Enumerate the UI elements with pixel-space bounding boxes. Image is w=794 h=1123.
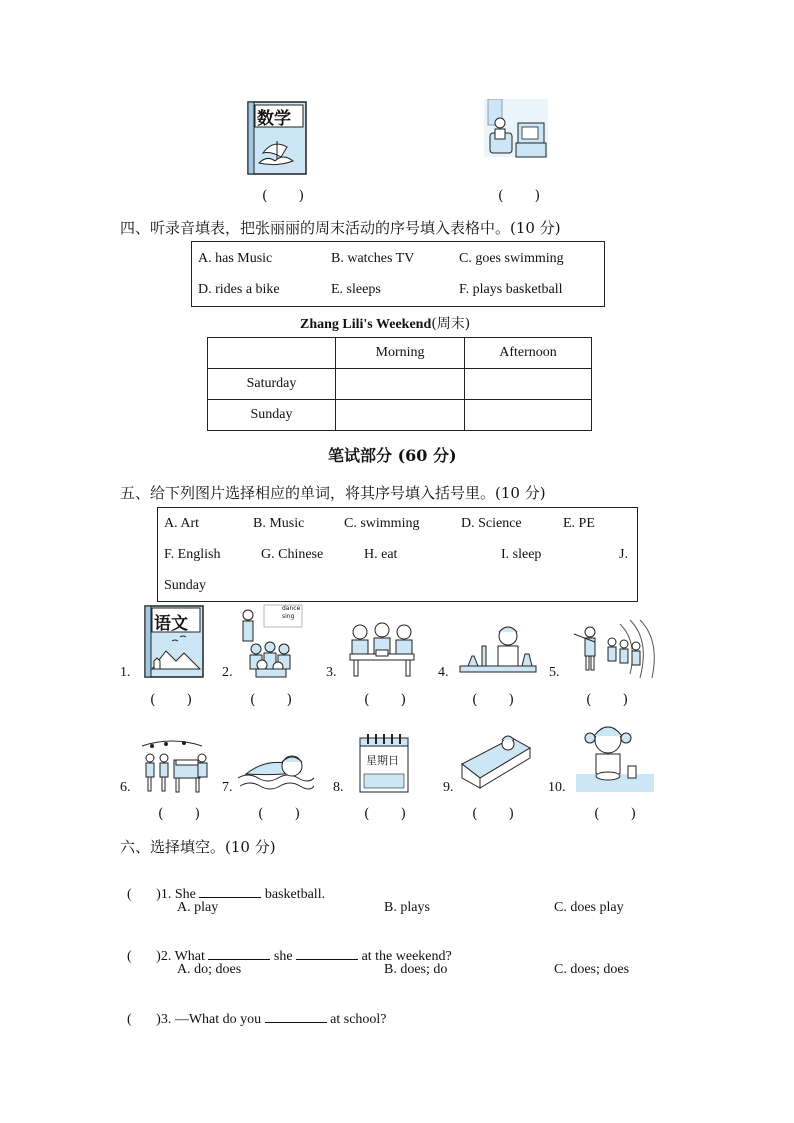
table-cell[interactable] — [465, 400, 592, 431]
answer-paren[interactable]: ( ) — [498, 188, 541, 204]
sing-label: sing — [282, 613, 295, 620]
table-title — [300, 313, 470, 333]
q2-blank-1[interactable] — [208, 947, 270, 960]
q2-suffix: at the weekend? — [361, 949, 452, 964]
q2-prefix: ( )2. What — [127, 949, 205, 964]
weekend-table — [207, 337, 592, 431]
calendar-label: 星期日 — [366, 754, 399, 767]
answer-paren[interactable]: ( ) — [472, 692, 515, 708]
music-class-picture — [238, 603, 304, 679]
option-b: B. watches TV — [331, 251, 415, 266]
picture-number: 1. — [120, 665, 131, 680]
pe-class-picture — [570, 620, 656, 678]
answer-paren[interactable]: ( ) — [364, 806, 407, 822]
answer-paren[interactable]: ( ) — [472, 806, 515, 822]
option-a: A. has Music — [198, 251, 273, 266]
q1-option-c: C. does play — [554, 900, 624, 915]
chinese-book-picture — [144, 605, 204, 678]
answer-paren[interactable]: ( ) — [250, 692, 293, 708]
question-2 — [120, 931, 452, 965]
option-f: F. plays basketball — [459, 282, 563, 297]
sleeping-picture — [456, 730, 532, 794]
swimming-picture — [238, 748, 314, 792]
q1-prefix: ( )1. She — [127, 887, 196, 902]
section6-heading: 六、选择填空。(10 分) — [120, 838, 276, 856]
option-j: J. — [619, 547, 628, 562]
q1-blank[interactable] — [199, 885, 261, 898]
answer-paren[interactable]: ( ) — [158, 806, 201, 822]
table-row-sunday: Sunday — [208, 400, 336, 431]
section5-options-box — [157, 507, 638, 602]
q3-suffix: at school? — [330, 1012, 387, 1027]
music-piano-picture — [138, 738, 212, 794]
q2-blank-2[interactable] — [296, 947, 358, 960]
q3-blank[interactable] — [265, 1010, 327, 1023]
q2-mid: she — [273, 949, 293, 964]
table-title-en: Zhang Lili's Weekend — [300, 317, 432, 332]
section4-heading: 四、听录音填表，把张丽丽的周末活动的序号填入表格中。(10 分) — [120, 219, 561, 237]
answer-paren[interactable]: ( ) — [586, 692, 629, 708]
q2-option-b: B. does; do — [384, 962, 448, 977]
table-corner — [208, 338, 336, 369]
option-c: C. goes swimming — [459, 251, 564, 266]
chinese-book-title: 语文 — [154, 614, 188, 634]
option-j-word: Sunday — [164, 578, 206, 593]
question-3 — [120, 994, 387, 1028]
picture-number: 3. — [326, 665, 337, 680]
picture-number: 4. — [438, 665, 449, 680]
option-h: H. eat — [364, 547, 398, 562]
option-d: D. rides a bike — [198, 282, 280, 297]
option-f: F. English — [164, 547, 221, 562]
dance-label: dance — [282, 605, 301, 612]
answer-paren[interactable]: ( ) — [364, 692, 407, 708]
option-e: E. sleeps — [331, 282, 381, 297]
art-class-picture — [346, 620, 418, 678]
written-part-title: 笔试部分 (60 分) — [328, 446, 457, 465]
q1-option-b: B. plays — [384, 900, 430, 915]
picture-number: 6. — [120, 780, 131, 795]
table-cell[interactable] — [336, 369, 465, 400]
answer-paren[interactable]: ( ) — [258, 806, 301, 822]
q1-suffix: basketball. — [264, 887, 326, 902]
eating-picture — [576, 718, 654, 794]
table-cell[interactable] — [465, 369, 592, 400]
table-title-cn: (周末) — [431, 316, 471, 332]
calendar-picture — [356, 730, 412, 794]
picture-number: 7. — [222, 780, 233, 795]
section5-heading: 五、给下列图片选择相应的单词，将其序号填入括号里。(10 分) — [120, 484, 546, 502]
option-e: E. PE — [563, 516, 595, 531]
table-row-saturday: Saturday — [208, 369, 336, 400]
table-cell[interactable] — [336, 400, 465, 431]
q2-option-a: A. do; does — [177, 962, 242, 977]
math-book-title: 数学 — [257, 109, 291, 129]
picture-number: 10. — [548, 780, 566, 795]
q1-option-a: A. play — [177, 900, 219, 915]
option-a: A. Art — [164, 516, 199, 531]
section4-options-box — [191, 241, 605, 307]
picture-number: 8. — [333, 780, 344, 795]
math-book-picture — [247, 101, 307, 175]
answer-paren[interactable]: ( ) — [594, 806, 637, 822]
watching-tv-picture — [482, 99, 550, 161]
picture-number: 9. — [443, 780, 454, 795]
table-header-afternoon: Afternoon — [465, 338, 592, 369]
picture-number: 2. — [222, 665, 233, 680]
q3-prefix: ( )3. —What do you — [127, 1012, 262, 1027]
science-class-picture — [458, 622, 538, 678]
option-i: I. sleep — [501, 547, 542, 562]
option-c: C. swimming — [344, 516, 420, 531]
q2-option-c: C. does; does — [554, 962, 630, 977]
table-header-morning: Morning — [336, 338, 465, 369]
question-1 — [120, 869, 325, 903]
option-g: G. Chinese — [261, 547, 324, 562]
answer-paren[interactable]: ( ) — [262, 188, 305, 204]
option-d: D. Science — [461, 516, 522, 531]
picture-number: 5. — [549, 665, 560, 680]
option-b: B. Music — [253, 516, 305, 531]
answer-paren[interactable]: ( ) — [150, 692, 193, 708]
